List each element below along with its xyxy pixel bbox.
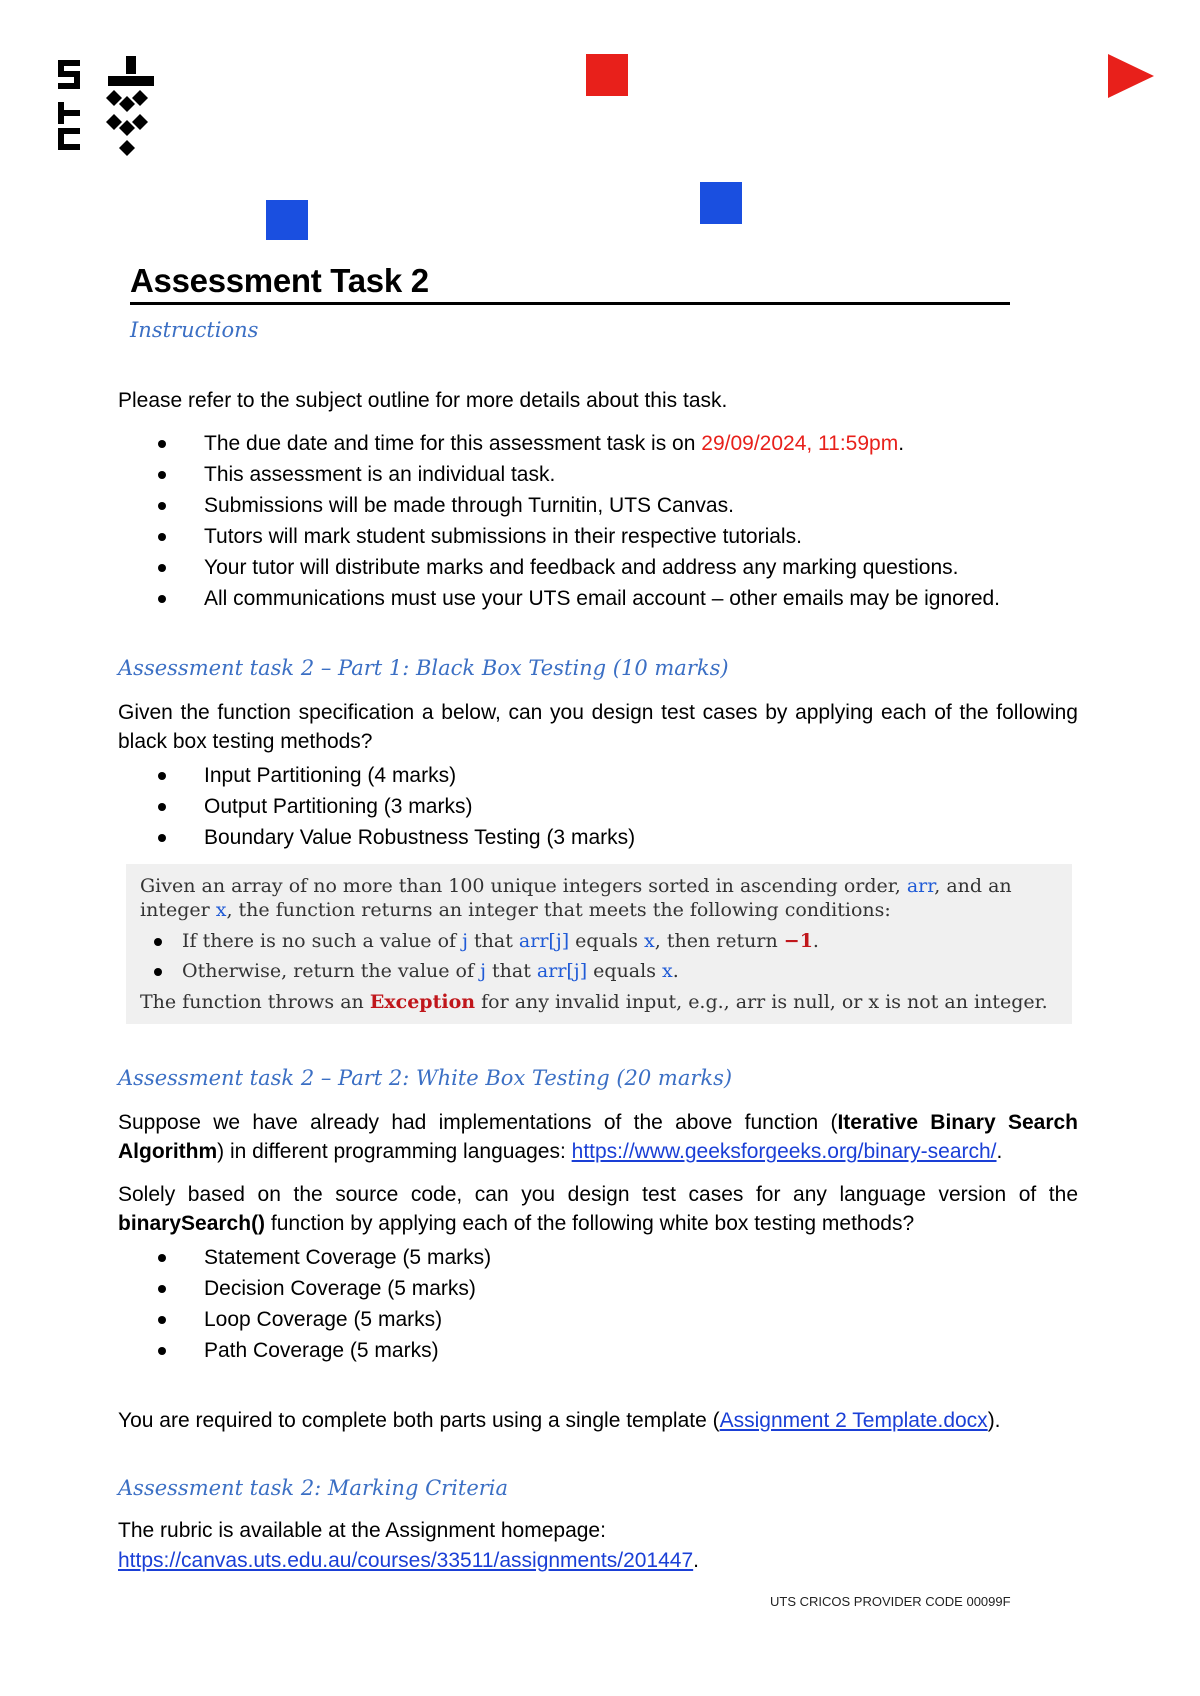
page-title: Assessment Task 2 — [130, 262, 1010, 305]
part2-heading: Assessment task 2 – Part 2: White Box Testing (20 marks) — [118, 1066, 733, 1090]
function-specification-box — [126, 864, 1072, 1024]
list-item: Tutors will mark student submissions in their respective tutorials. — [118, 521, 1118, 552]
list-item: The due date and time for this assessment task is on 29/09/2024, 11:59pm. — [118, 428, 1118, 459]
template-instruction: You are required to complete both parts using a single template (Assignment 2 Template.docx). — [118, 1409, 1001, 1432]
instructions-heading: Instructions — [130, 318, 259, 342]
blue-square-decoration-right — [700, 182, 742, 224]
instructions-list — [118, 428, 1118, 614]
list-item: Boundary Value Robustness Testing (3 marks) — [118, 822, 1118, 853]
list-item: All communications must use your UTS email account – other emails may be ignored. — [118, 583, 1118, 614]
intro-text: Please refer to the subject outline for more details about this task. — [118, 389, 728, 412]
spec-line-1: Given an array of no more than 100 unique integers sorted in ascending order, arr, and an integer x, the function returns an integer that meets the following conditions: — [140, 875, 1012, 921]
geeksforgeeks-link[interactable]: https://www.geeksforgeeks.org/binary-search/ — [571, 1140, 997, 1163]
uts-logo-mark-icon — [56, 56, 166, 156]
spec-condition-1: If there is no such a value of j that arr[j] equals x, then return −1. — [140, 926, 1058, 956]
part1-methods-list — [118, 760, 1118, 853]
criteria-text: The rubric is available at the Assignment homepage: — [118, 1519, 606, 1542]
spec-condition-2: Otherwise, return the value of j that arr[j] equals x. — [140, 956, 1058, 986]
list-item: Input Partitioning (4 marks) — [118, 760, 1118, 791]
list-item: Decision Coverage (5 marks) — [118, 1273, 1118, 1304]
blue-square-decoration-left — [266, 200, 308, 240]
due-date: 29/09/2024, 11:59pm — [701, 432, 899, 455]
list-item: This assessment is an individual task. — [118, 459, 1118, 490]
list-item: Output Partitioning (3 marks) — [118, 791, 1118, 822]
part1-paragraph: Given the function specification a below, can you design test cases by applying each of the following black box testing methods? — [118, 701, 1078, 753]
part1-heading: Assessment task 2 – Part 1: Black Box Testing (10 marks) — [118, 656, 729, 680]
part2-paragraph-1: Suppose we have already had implementations of the above function (Iterative Binary Search Algorithm) in different programming languages: https://www.geeksforgeeks.org/binary-search/. — [118, 1111, 1078, 1163]
spec-line-3: The function throws an Exception for any invalid input, e.g., arr is null, or x is not an integer. — [140, 991, 1048, 1013]
list-item: Your tutor will distribute marks and feedback and address any marking questions. — [118, 552, 1118, 583]
criteria-heading: Assessment task 2: Marking Criteria — [118, 1476, 509, 1500]
list-item: Path Coverage (5 marks) — [118, 1335, 1118, 1366]
red-square-decoration — [586, 54, 628, 96]
criteria-link-line: https://canvas.uts.edu.au/courses/33511/assignments/201447. — [118, 1549, 699, 1572]
play-triangle-icon — [1108, 54, 1154, 98]
part2-paragraph-2: Solely based on the source code, can you design test cases for any language version of the binarySearch() function by applying each of the following white box testing methods? — [118, 1183, 1078, 1235]
cricos-footer: UTS CRICOS PROVIDER CODE 00099F — [770, 1594, 1011, 1609]
red-triangle-decoration — [1108, 54, 1154, 103]
part2-methods-list — [118, 1242, 1118, 1366]
list-item: Statement Coverage (5 marks) — [118, 1242, 1118, 1273]
list-item: Submissions will be made through Turnitin, UTS Canvas. — [118, 490, 1118, 521]
list-item: Loop Coverage (5 marks) — [118, 1304, 1118, 1335]
template-link[interactable]: Assignment 2 Template.docx — [719, 1409, 988, 1432]
canvas-rubric-link[interactable]: https://canvas.uts.edu.au/courses/33511/assignments/201447 — [118, 1549, 694, 1572]
uts-logo — [56, 56, 166, 156]
